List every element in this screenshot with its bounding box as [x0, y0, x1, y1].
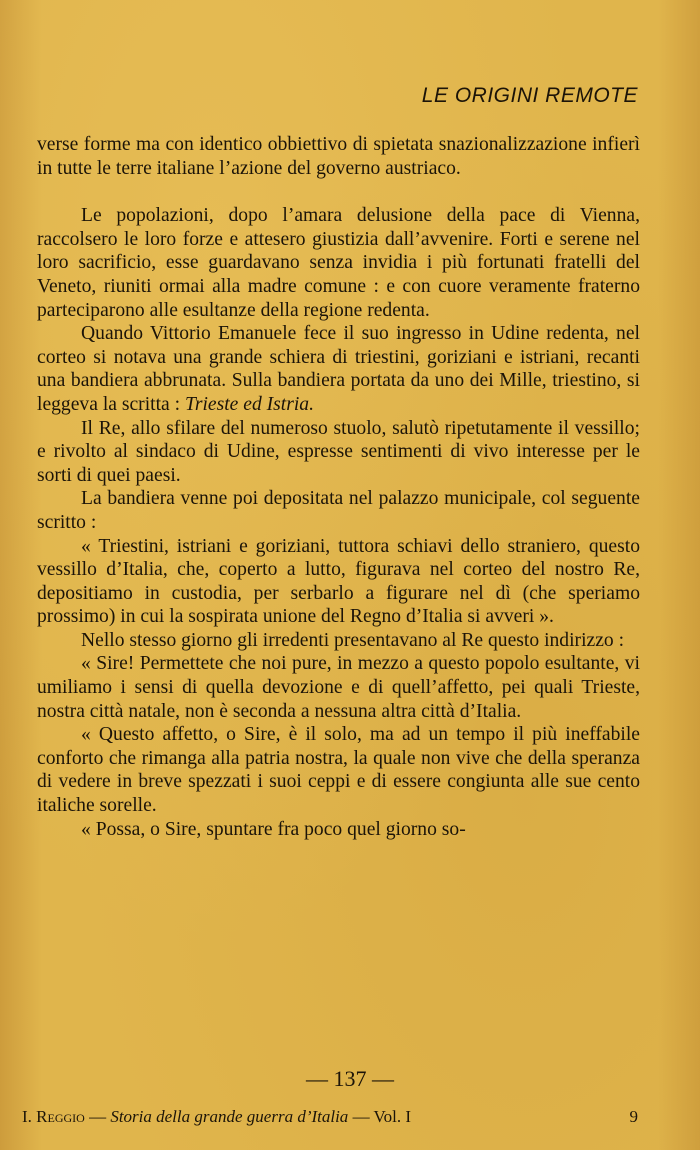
paragraph-continuation: verse forme ma con identico obbiettivo di spietata snazionalizzazione infierì in tutte le terre italiane l’azione del governo austriaco.: [37, 134, 640, 179]
quotation-paragraph: « Questo affetto, o Sire, è il solo, ma ad un tempo il più ineffabile conforto che rimanga alla patria nostra, la quale non vive che della speranza di vedere in breve spezzati i suoi ceppi e di essere congiunta alle sue cento italiche sorelle.: [37, 724, 640, 817]
footer-dash: —: [348, 1107, 374, 1126]
running-head: LE ORIGINI REMOTE: [421, 84, 638, 107]
paragraph: Nello stesso giorno gli irredenti presentavano al Re questo indirizzo :: [81, 629, 625, 651]
paragraph: [37, 322, 640, 416]
footer-volume: Vol. I: [373, 1107, 411, 1126]
footer-citation: [22, 1107, 411, 1127]
flag-inscription: Trieste ed Istria.: [185, 393, 314, 415]
signature-footer: [22, 1107, 638, 1127]
paragraph: La bandiera venne poi depositata nel palazzo municipale, col seguente scritto :: [37, 488, 640, 533]
paragraph-text: Quando Vittorio Emanuele fece il suo ingresso in Udine redenta, nel corteo si notava una grande schiera di triestini, goriziani e istriani, recanti una bandiera abbrunata. Sulla bandiera portata da uno dei Mille, triestino, si leggeva la scritta :: [37, 323, 640, 415]
quotation-paragraph: « Possa, o Sire, spuntare fra poco quel giorno so-: [81, 818, 466, 840]
quotation-paragraph: « Triestini, istriani e goriziani, tuttora schiavi dello straniero, questo vessillo d’Italia, che, coperto a lutto, figurava nel corteo del nostro Re, depositiamo in custodia, per serbarlo a figurare nel dì (che speriamo prossimo) in cui la sospirata unione del Regno d’Italia si avveri ».: [37, 535, 640, 628]
quotation-paragraph: « Sire! Permettete che noi pure, in mezzo a questo popolo esultante, vi umiliamo i sensi di quella devozione e di quell’affetto, pei quali Trieste, nostra città natale, non è seconda a nessuna altra città d’Italia.: [37, 653, 640, 722]
footer-title: Storia della grande guerra d’Italia: [110, 1107, 349, 1126]
footer-signature-mark: 9: [629, 1107, 638, 1126]
body-text: [37, 133, 640, 841]
paragraph: Il Re, allo sfilare del numeroso stuolo, salutò ripetutamente il vessillo; e rivolto al sindaco di Udine, espresse sentimenti di vivo interesse per le sorti di quei paesi.: [37, 417, 640, 486]
paragraph: Le popolazioni, dopo l’amara delusione della pace di Vienna, raccolsero le loro forze e attesero giustizia dall’avvenire. Forti e serene nel loro sacrificio, esse guardavano senza invidia i più fortunati fratelli del Veneto, riuniti ormai alla madre comune : e con cuore veramente fraterno parteciparono alle esultanze della regione redenta.: [37, 205, 640, 321]
footer-dash: —: [84, 1107, 111, 1126]
page-number: — 137 —: [306, 1066, 394, 1091]
footer-author: I. Reggio: [22, 1107, 85, 1126]
